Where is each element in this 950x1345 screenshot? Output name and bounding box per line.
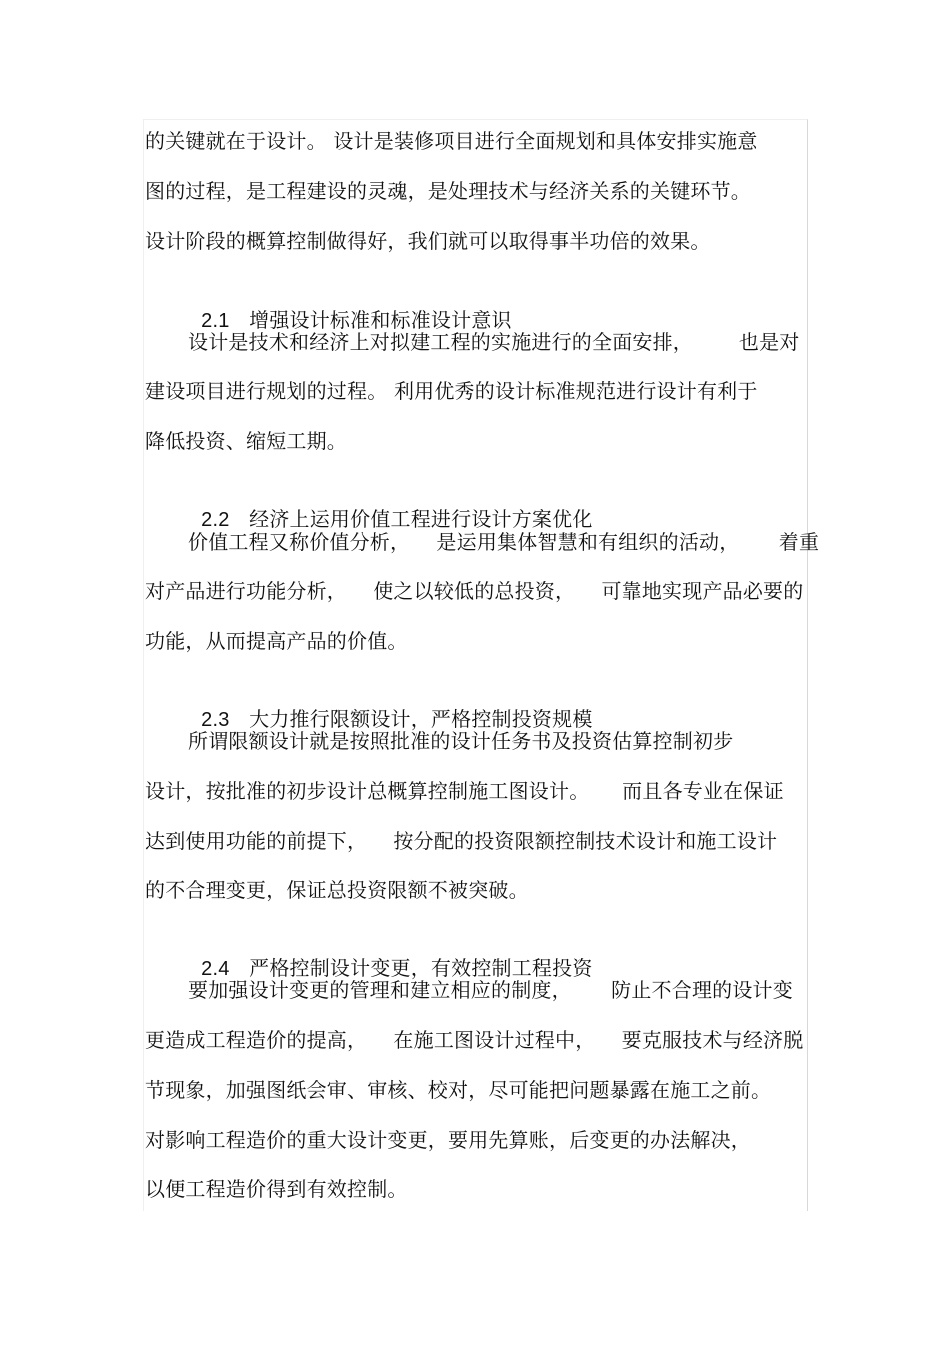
section-title: 严格控制设计变更，有效控制工程投资 <box>249 956 593 980</box>
paragraph-line: 设计是技术和经济上对拟建工程的实施进行的全面安排， 也是对 <box>188 330 800 354</box>
paragraph-line: 的不合理变更，保证总投资限额不被突破。 <box>145 878 529 902</box>
section-heading-2-4 <box>188 926 593 983</box>
section-number: 2.3 <box>201 709 230 731</box>
paragraph-line: 价值工程又称价值分析， 是运用集体智慧和有组织的活动， 着重 <box>188 530 820 554</box>
section-title: 增强设计标准和标准设计意识 <box>249 308 512 332</box>
paragraph-line: 图的过程，是工程建设的灵魂，是处理技术与经济关系的关键环节。 <box>145 179 751 203</box>
section-title: 经济上运用价值工程进行设计方案优化 <box>249 507 593 531</box>
paragraph-line: 节现象，加强图纸会审、审核、校对，尽可能把问题暴露在施工之前。 <box>145 1078 772 1102</box>
section-heading-2-3 <box>188 677 593 734</box>
paragraph-line: 以便工程造价得到有效控制。 <box>145 1177 408 1201</box>
paragraph-line: 对产品进行功能分析， 使之以较低的总投资， 可靠地实现产品必要的 <box>145 579 804 603</box>
section-number: 2.4 <box>201 958 230 980</box>
paragraph-line: 功能，从而提高产品的价值。 <box>145 629 408 653</box>
paragraph-line: 更造成工程造价的提高， 在施工图设计过程中， 要克服技术与经济脱 <box>145 1028 804 1052</box>
section-title: 大力推行限额设计，严格控制投资规模 <box>249 707 593 731</box>
section-number: 2.2 <box>201 509 230 531</box>
paragraph-line: 建设项目进行规划的过程。 利用优秀的设计标准规范进行设计有利于 <box>145 379 758 403</box>
paragraph-line: 的关键就在于设计。 设计是装修项目进行全面规划和具体安排实施意 <box>145 129 758 153</box>
paragraph-line: 降低投资、缩短工期。 <box>145 429 347 453</box>
paragraph-line: 要加强设计变更的管理和建立相应的制度， 防止不合理的设计变 <box>188 978 793 1002</box>
paragraph-line: 达到使用功能的前提下， 按分配的投资限额控制技术设计和施工设计 <box>145 829 778 853</box>
paragraph-line: 设计阶段的概算控制做得好，我们就可以取得事半功倍的效果。 <box>145 229 711 253</box>
paragraph-line: 对影响工程造价的重大设计变更，要用先算账，后变更的办法解决， <box>145 1128 751 1152</box>
paragraph-line: 设计，按批准的初步设计总概算控制施工图设计。 而且各专业在保证 <box>145 779 784 803</box>
paragraph-line: 所谓限额设计就是按照批准的设计任务书及投资估算控制初步 <box>188 729 734 753</box>
section-number: 2.1 <box>201 310 230 332</box>
section-heading-2-2 <box>188 477 593 534</box>
section-heading-2-1 <box>188 278 512 335</box>
